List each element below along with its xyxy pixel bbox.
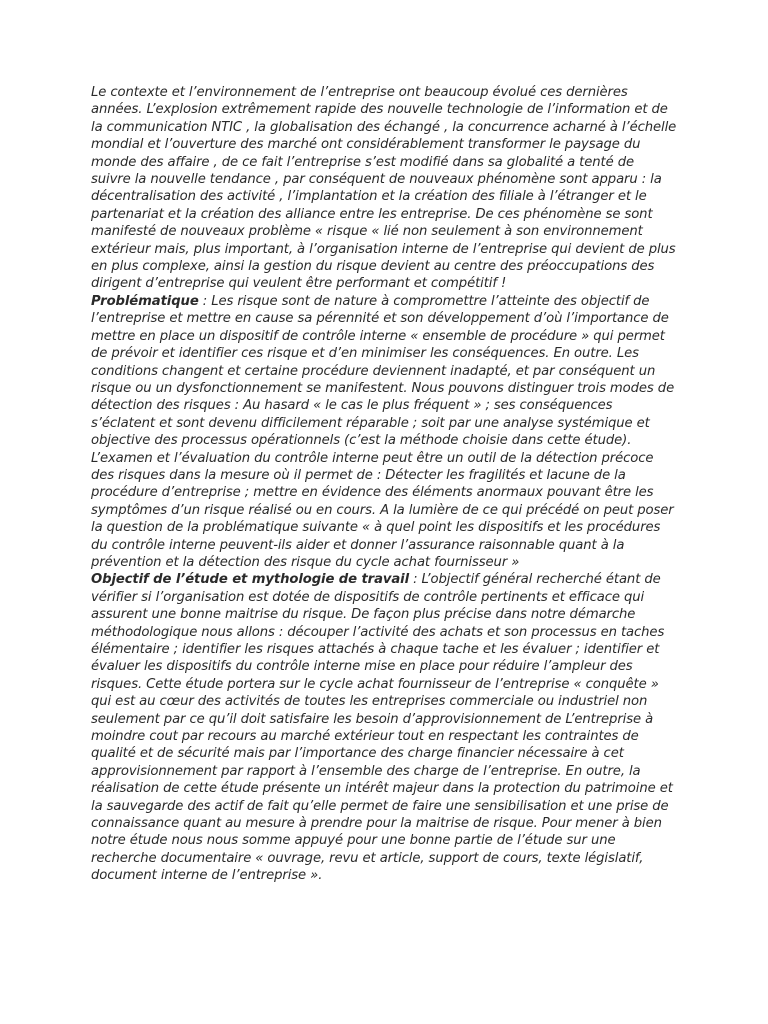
heading-problematique: Problématique: [91, 293, 199, 309]
heading-objectif: Objectif de l’étude et mythologie de travail: [91, 572, 410, 588]
paragraph-problematique-text: : Les risque sont de nature à compromettre l’atteinte des objectif de l’entreprise et mettre en cause sa pérennité et son développement d’où l’importance de mettre en place un dispositif de contrôle interne « ensemble de procédure » qui permet de prévoir et identifier ces risque et d’en minimiser les conséquences. En outre. Les conditions changent et certaine procédure deviennent inadapté, et par conséquent un risque ou un dysfonctionnement se manifestent. Nous pouvons distinguer trois modes de détection des risques : Au hasard « le cas le plus fréquent » ; ses conséquences s’éclatent et sont devenu difficilement réparable ; soit par une analyse systémique et objective des processus opérationnels (c’est la méthode choisie dans cette étude). L’examen et l’évaluation du contrôle interne peut être un outil de la détection précoce des risques dans la mesure où il permet de : Détecter les fragilités et lacune de la procédure d’entreprise ; mettre en évidence des éléments anormaux pouvant être les symptômes d’un risque réalisé ou en cours. A la lumière de ce qui précédé on peut poser la question de la problématique suivante « à quel point les dispositifs et les procédures du contrôle interne peuvent-ils aider et donner l’assurance raisonnable quant à la prévention et la détection des risque du cycle achat fournisseur »: [91, 293, 675, 570]
paragraph-context-text: Le contexte et l’environnement de l’entreprise ont beaucoup évolué ces dernières années. L’explosion extrêmement rapide des nouvelle technologie de l’information et de la communication NTIC , la globalisation des échangé , la concurrence acharné à l’échelle mondial et l’ouverture des marché ont considérablement transformer le paysage du monde des affaire , de ce fait l’entreprise s’est modifié dans sa globalité a tenté de suivre la nouvelle tendance , par conséquent de nouveaux phénomène sont apparu : la décentralisation des activité , l’implantation et la création des filiale à l’étranger et le partenariat et la création des alliance entre les entreprise. De ces phénomène se sont manifesté de nouveaux problème « risque « lié non seulement à son environnement extérieur mais, plus important, à l’organisation interne de l’entreprise qui devient de plus en plus complexe, ainsi la gestion du risque devient au centre des préoccupations des dirigent d’entreprise qui veulent être performant et compétitif !: [91, 85, 677, 292]
document-page: [91, 84, 677, 885]
paragraph-problematique: [91, 293, 677, 572]
paragraph-objectif: [91, 571, 677, 884]
paragraph-context: [91, 84, 677, 293]
paragraph-objectif-text: : L’objectif général recherché étant de vérifier si l’organisation est dotée de dispositifs de contrôle pertinents et efficace qui assurent une bonne maitrise du risque. De façon plus précise dans notre démarche méthodologique nous allons : découper l’activité des achats et son processus en taches élémentaire ; identifier les risques attachés à chaque tache et les évaluer ; identifier et évaluer les dispositifs du contrôle interne mise en place pour réduire l’ampleur des risques. Cette étude portera sur le cycle achat fournisseur de l’entreprise « conquête » qui est au cœur des activités de toutes les entreprises commerciale ou industriel non seulement par ce qu’il doit satisfaire les besoin d’approvisionnement de L’entreprise à moindre cout par recours au marché extérieur tout en respectant les contraintes de qualité et de sécurité mais par l’importance des charge financier nécessaire à cet approvisionnement par rapport à l’ensemble des charge de l’entreprise. En outre, la réalisation de cette étude présente un intérêt majeur dans la protection du patrimoine et la sauvegarde des actif de fait qu’elle permet de faire une sensibilisation et une prise de connaissance quant au mesure à prendre pour la maitrise de risque. Pour mener à bien notre étude nous nous somme appuyé pour une bonne partie de l’étude sur une recherche documentaire « ouvrage, revu et article, support de cours, texte législatif, document interne de l’entreprise ».: [91, 572, 673, 884]
